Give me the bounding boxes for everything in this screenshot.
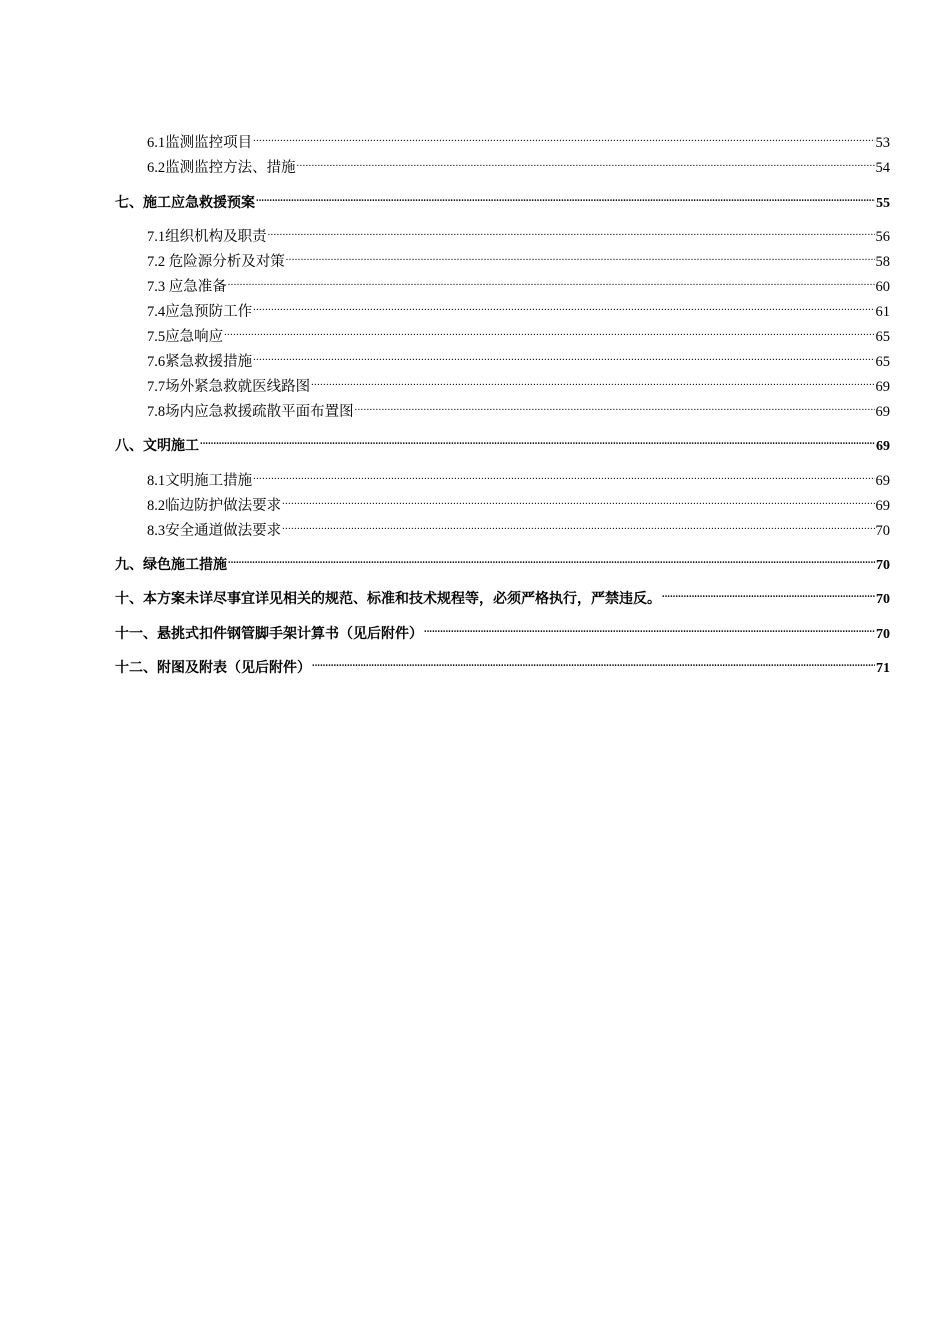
toc-page-number: 60 xyxy=(875,279,890,295)
dot-leader xyxy=(424,618,875,638)
toc-entry-label: 十一、悬挑式扣件钢管脚手架计算书（见后附件） xyxy=(115,627,423,642)
toc-entry-chapter-10[interactable] xyxy=(115,583,890,607)
toc-page-number: 70 xyxy=(876,592,890,607)
toc-entry-7-4[interactable] xyxy=(147,296,890,320)
toc-entry-label: 十、本方案未详尽事宜详见相关的规范、标准和技术规程等，必须严格执行，严禁违反。 xyxy=(115,592,661,607)
toc-entry-chapter-12[interactable] xyxy=(115,652,890,676)
toc-page-number: 69 xyxy=(876,439,890,454)
toc-entry-chapter-7[interactable] xyxy=(115,187,890,211)
dot-leader xyxy=(253,296,874,316)
toc-page-number: 70 xyxy=(876,558,890,573)
toc-entry-8-3[interactable] xyxy=(147,515,890,539)
toc-page-number: 55 xyxy=(876,196,890,211)
toc-entry-chapter-8[interactable] xyxy=(115,430,890,454)
dot-leader xyxy=(312,652,875,672)
toc-page-number: 70 xyxy=(875,523,890,539)
dot-leader xyxy=(311,371,874,391)
dot-leader xyxy=(282,490,874,510)
toc-page-number: 71 xyxy=(876,661,890,676)
toc-entry-7-8[interactable] xyxy=(147,396,890,420)
dot-leader xyxy=(297,152,875,172)
toc-entry-label: 8.3安全通道做法要求 xyxy=(147,523,282,539)
toc-entry-7-7[interactable] xyxy=(147,371,890,395)
toc-entry-label: 九、绿色施工措施 xyxy=(115,558,227,573)
toc-page-number: 54 xyxy=(875,160,890,176)
dot-leader xyxy=(200,430,875,450)
toc-entry-7-2[interactable] xyxy=(147,246,890,270)
toc-entry-label: 7.8场内应急救援疏散平面布置图 xyxy=(147,404,354,420)
toc-page-number: 69 xyxy=(875,498,890,514)
toc-entry-label: 7.7场外紧急救就医线路图 xyxy=(147,379,311,395)
dot-leader xyxy=(355,396,875,416)
toc-entry-7-3[interactable] xyxy=(147,271,890,295)
toc-entry-chapter-9[interactable] xyxy=(115,549,890,573)
dot-leader xyxy=(282,515,874,535)
toc-page-number: 69 xyxy=(875,473,890,489)
toc-entry-6-1[interactable] xyxy=(147,127,890,151)
dot-leader xyxy=(253,127,874,147)
dot-leader xyxy=(253,346,874,366)
dot-leader xyxy=(286,246,875,266)
toc-entry-7-6[interactable] xyxy=(147,346,890,370)
dot-leader xyxy=(662,583,875,603)
toc-entry-label: 七、施工应急救援预案 xyxy=(115,196,255,211)
dot-leader xyxy=(228,549,875,569)
toc-page-number: 69 xyxy=(875,379,890,395)
toc-page-number: 65 xyxy=(875,354,890,370)
toc-entry-7-1[interactable] xyxy=(147,221,890,245)
toc-page-number: 61 xyxy=(875,304,890,320)
dot-leader xyxy=(228,271,875,291)
toc-page-number: 70 xyxy=(876,627,890,642)
toc-entry-label: 7.2 危险源分析及对策 xyxy=(147,254,285,270)
dot-leader xyxy=(253,465,874,485)
toc-page-number: 53 xyxy=(875,135,890,151)
toc-entry-chapter-11[interactable] xyxy=(115,618,890,642)
toc-entry-label: 7.6紧急救援措施 xyxy=(147,354,253,370)
toc-entry-label: 7.4应急预防工作 xyxy=(147,304,253,320)
toc-entry-label: 8.2临边防护做法要求 xyxy=(147,498,282,514)
toc-entry-7-5[interactable] xyxy=(147,321,890,345)
toc-entry-label: 7.3 应急准备 xyxy=(147,279,227,295)
toc-entry-label: 7.1组织机构及职责 xyxy=(147,229,267,245)
toc-entry-label: 7.5应急响应 xyxy=(147,329,224,345)
toc-page-number: 58 xyxy=(875,254,890,270)
toc-entry-label: 6.2监测监控方法、措施 xyxy=(147,160,296,176)
toc-entry-8-2[interactable] xyxy=(147,490,890,514)
toc-page-number: 56 xyxy=(875,229,890,245)
toc-entry-label: 十二、附图及附表（见后附件） xyxy=(115,661,311,676)
toc-entry-label: 8.1文明施工措施 xyxy=(147,473,253,489)
dot-leader xyxy=(268,221,875,241)
toc-entry-8-1[interactable] xyxy=(147,465,890,489)
toc-entry-label: 6.1监测监控项目 xyxy=(147,135,253,151)
toc-page-number: 65 xyxy=(875,329,890,345)
toc-entry-6-2[interactable] xyxy=(147,152,890,176)
dot-leader xyxy=(256,187,875,207)
toc-page-number: 69 xyxy=(875,404,890,420)
dot-leader xyxy=(224,321,874,341)
toc-entry-label: 八、文明施工 xyxy=(115,439,199,454)
